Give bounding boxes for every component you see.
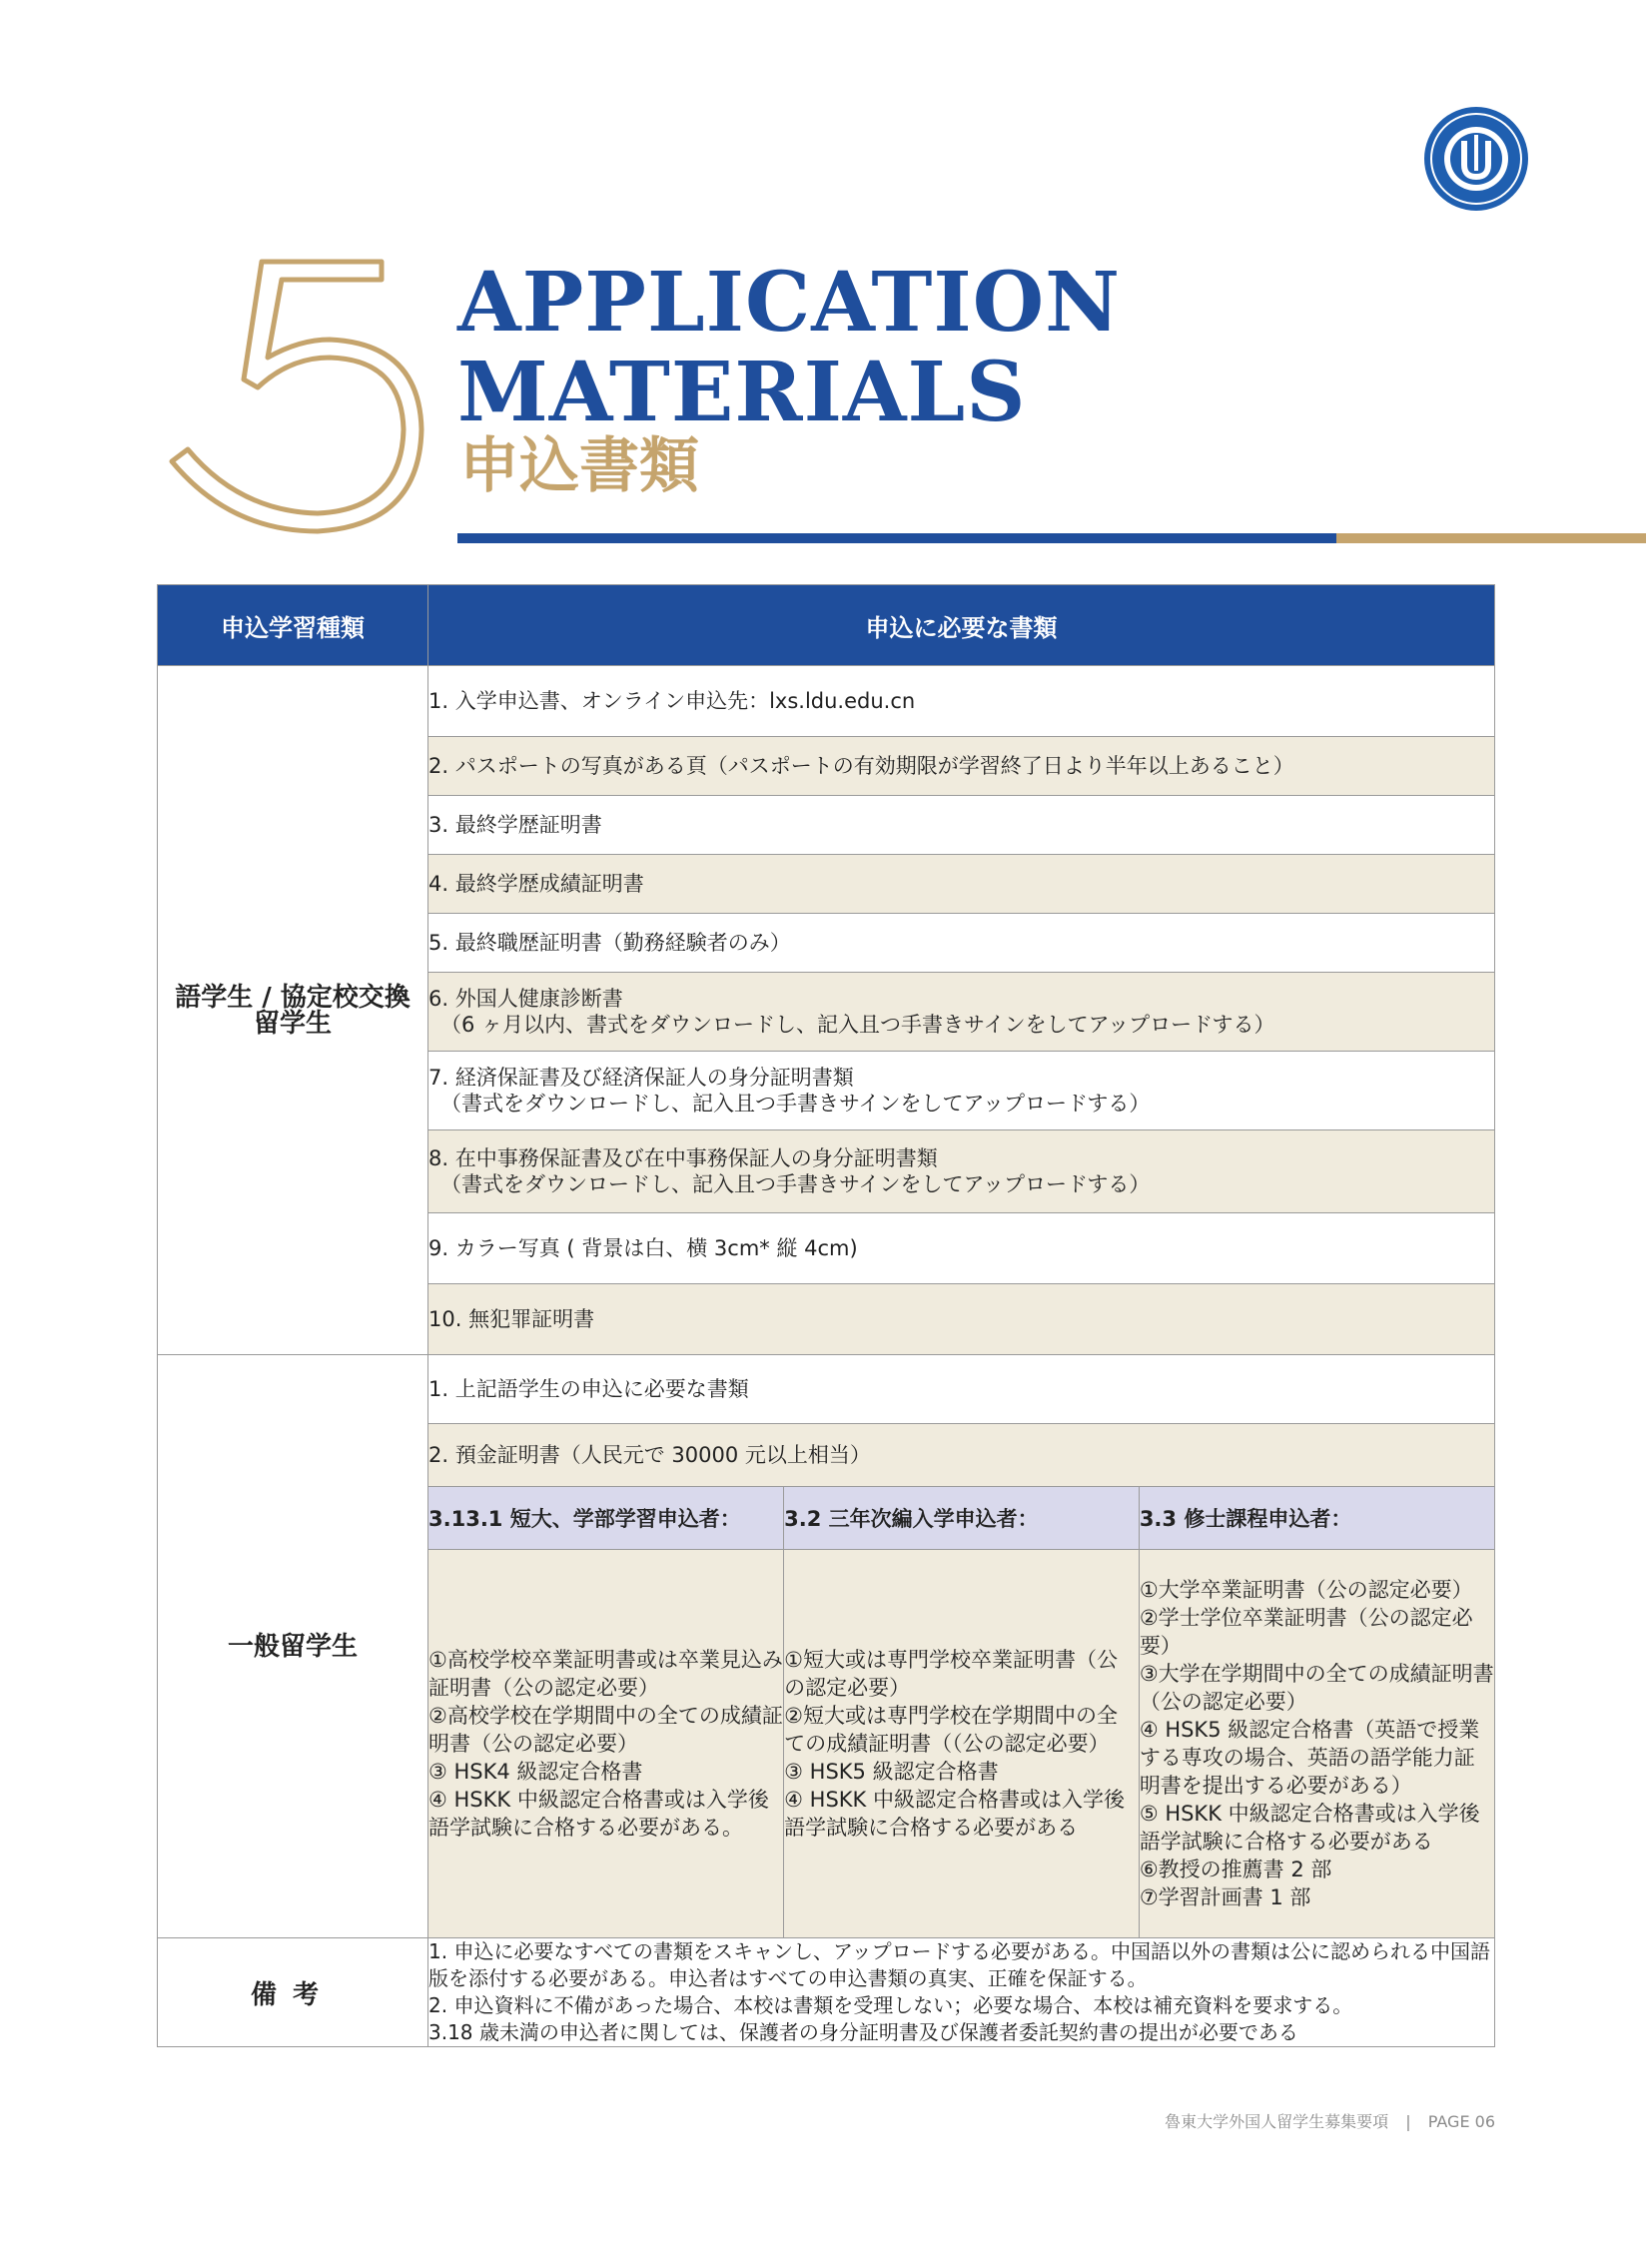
- doc-item-text: 8. 在中事務保証書及び在中事務保証人の身分証明書類: [428, 1146, 938, 1170]
- doc-item: [428, 973, 1495, 1052]
- doc-item: [428, 1130, 1495, 1213]
- doc-item: [428, 1424, 1495, 1487]
- doc-item: [428, 914, 1495, 973]
- doc-item-text: 7. 経済保証書及び経済保証人の身分証明書類: [428, 1066, 854, 1090]
- doc-item-text: 2. パスポートの写真がある頁（パスポートの有効期限が学習終了日より半年以上あること）: [428, 754, 1294, 778]
- doc-item-text: 9. カラー写真 ( 背景は白、横 3cm* 縦 4cm): [428, 1236, 858, 1260]
- col-header-documents: 申込に必要な書類: [428, 585, 1495, 666]
- university-seal-logo: [1422, 105, 1530, 213]
- doc-item: [428, 1284, 1495, 1355]
- doc-item: [428, 796, 1495, 855]
- sub-requirements-table: [428, 1487, 1494, 1937]
- sub-content-text: ①大学卒業証明書（公の認定必要） ②学士学位卒業証明書（公の認定必要） ③大学在学期間中の全ての成績証明書（公の認定必要） ④ HSK5 級認定合格書（英語で授業する専攻の場合、英語の語学能力証明書を提出する必要がある） ⑤ HSKK 中級認定合格書或は入学後語学試験に合格する必要がある ⑥教授の推薦書 2 部 ⑦学習計画書 1 部: [1139, 1578, 1494, 1909]
- doc-item: [428, 1213, 1495, 1284]
- remarks-label: 備考: [158, 1938, 428, 2047]
- header-rule-blue: [457, 533, 1336, 543]
- doc-item: [428, 1355, 1495, 1424]
- sub-content-bachelor: [428, 1550, 784, 1938]
- doc-item-text: 4. 最終学歴成績証明書: [428, 872, 644, 896]
- doc-item-text: 10. 無犯罪証明書: [428, 1307, 595, 1331]
- section-number-five: [150, 240, 449, 539]
- doc-item-text: 2. 預金証明書（人民元で 30000 元以上相当）: [428, 1443, 871, 1467]
- table-row-remarks: [158, 1938, 1495, 2047]
- sub-header-transfer: 3.2 三年次編入学申込者：: [784, 1487, 1140, 1550]
- sub-content-text: ①高校学校卒業証明書或は卒業見込み証明書（公の認定必要） ②高校学校在学期間中の全ての成績証明書（公の認定必要） ③ HSK4 級認定合格書 ④ HSKK 中級認定合格書或は入学後語学試験に合格する必要がある。: [428, 1648, 783, 1840]
- doc-item-text: 1. 入学申込書、オンライン申込先：lxs.ldu.edu.cn: [428, 689, 916, 713]
- section-title-en: [457, 255, 1122, 440]
- sub-header-master: 3.3 修士課程申込者：: [1139, 1487, 1494, 1550]
- title-line2: MATERIALS: [457, 345, 1027, 440]
- doc-item: [428, 1052, 1495, 1130]
- sub-requirements-cell: [428, 1487, 1495, 1938]
- doc-item-text: 3. 最終学歴証明書: [428, 813, 602, 837]
- doc-item-note: （書式をダウンロードし、記入且つ手書きサインをしてアップロードする）: [440, 1092, 1151, 1116]
- page-footer: [1165, 2109, 1495, 2132]
- header-rule-gold: [1336, 533, 1646, 543]
- category-label: 留学生: [253, 1008, 332, 1039]
- sub-content-master: [1139, 1550, 1494, 1938]
- doc-item-note: （書式をダウンロードし、記入且つ手書きサインをしてアップロードする）: [440, 1172, 1151, 1196]
- materials-table: [157, 584, 1495, 2047]
- remarks-content: [428, 1938, 1495, 2047]
- doc-item: [428, 666, 1495, 737]
- footer-separator: |: [1405, 2112, 1411, 2131]
- table-row: [158, 1355, 1495, 1424]
- section-title-jp: 申込書類: [459, 431, 699, 501]
- doc-item-text: 5. 最終職歴証明書（勤務経験者のみ）: [428, 931, 791, 955]
- table-row: [158, 666, 1495, 737]
- remark-line: 3.18 歳未満の申込者に関しては、保護者の身分証明書及び保護者委託契約書の提出が必要である: [428, 2020, 1298, 2044]
- footer-title: 魯東大学外国人留学生募集要項: [1165, 2112, 1389, 2131]
- doc-item: [428, 737, 1495, 796]
- sub-header-bachelor: 3.13.1 短大、学部学習申込者：: [428, 1487, 784, 1550]
- sub-content-transfer: [784, 1550, 1140, 1938]
- title-line1: APPLICATION: [457, 255, 1122, 351]
- category-general-students: 一般留学生: [158, 1355, 428, 1938]
- doc-item: [428, 855, 1495, 914]
- doc-item-text: 1. 上記語学生の申込に必要な書類: [428, 1377, 749, 1401]
- category-label: 語学生 / 協定校交換: [175, 982, 411, 1013]
- page-number: PAGE 06: [1427, 2112, 1495, 2131]
- doc-item-note: （6 ヶ月以内、書式をダウンロードし、記入且つ手書きサインをしてアップロードする）: [440, 1013, 1275, 1037]
- table-header-row: [158, 585, 1495, 666]
- sub-content-text: ①短大或は専門学校卒業証明書（公の認定必要） ②短大或は専門学校在学期間中の全ての成績証明書（（公の認定必要） ③ HSK5 級認定合格書 ④ HSKK 中級認定合格書或は入学後語学試験に合格する必要がある: [784, 1648, 1125, 1840]
- col-header-type: 申込学習種類: [158, 585, 428, 666]
- doc-item-text: 6. 外国人健康診断書: [428, 987, 623, 1011]
- remark-line: 2. 申込資料に不備があった場合、本校は書類を受理しない；必要な場合、本校は補充資料を要求する。: [428, 1993, 1353, 2017]
- category-language-students: [158, 666, 428, 1355]
- remark-line: 1. 申込に必要なすべての書類をスキャンし、アップロードする必要がある。中国語以外の書類は公に認められる中国語版を添付する必要がある。申込者はすべての申込書類の真実、正確を保証する。: [428, 1939, 1491, 1990]
